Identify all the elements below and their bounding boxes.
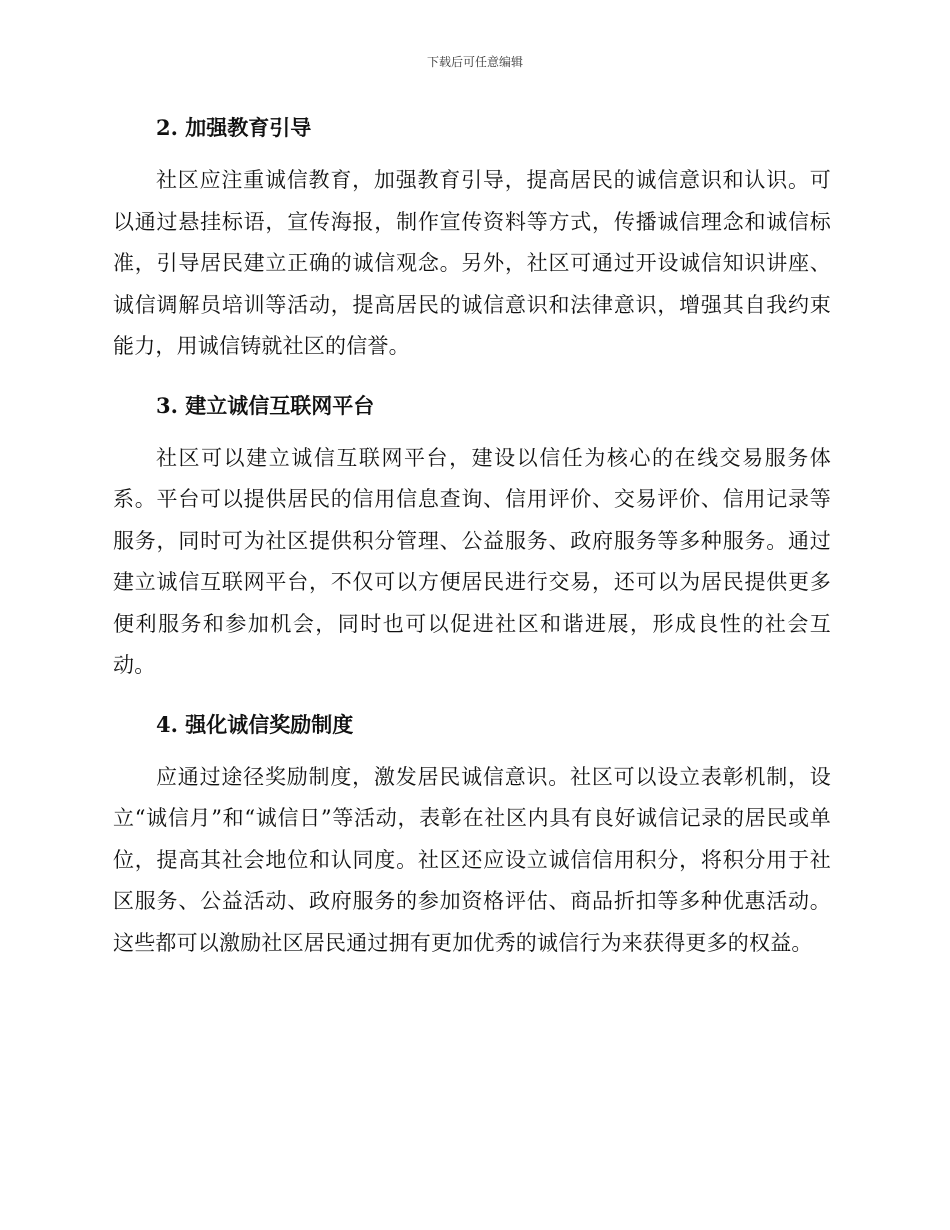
section-internet-platform xyxy=(113,386,831,687)
section-paragraph: 社区应注重诚信教育，加强教育引导，提高居民的诚信意识和认识。可以通过悬挂标语，宣传海报，制作宣传资料等方式，传播诚信理念和诚信标准，引导居民建立正确的诚信观念。另外，社区可通过开设诚信知识讲座、诚信调解员培训等活动，提高居民的诚信意识和法律意识，增强其自我约束能力，用诚信铸就社区的信誉。 xyxy=(113,168,831,358)
section-reward-system xyxy=(113,705,831,965)
section-paragraph: 应通过途径奖励制度，激发居民诚信意识。社区可以设立表彰机制，设立“诚信月”和“诚信日”等活动，表彰在社区内具有良好诚信记录的居民或单位，提高其社会地位和认同度。社区还应设立诚信信用积分，将积分用于社区服务、公益活动、政府服务的参加资格评估、商品折扣等多种优惠活动。这些都可以激励社区居民通过拥有更加优秀的诚信行为来获得更多的权益。 xyxy=(113,764,831,955)
document-body xyxy=(113,108,831,982)
section-heading: 4. 强化诚信奖励制度 xyxy=(156,711,354,737)
section-heading: 3. 建立诚信互联网平台 xyxy=(156,392,375,418)
section-heading: 2. 加强教育引导 xyxy=(156,115,312,140)
section-paragraph: 社区可以建立诚信互联网平台，建设以信任为核心的在线交易服务体系。平台可以提供居民的信用信息查询、信用评价、交易评价、信用记录等服务，同时可为社区提供积分管理、公益服务、政府服务等多种服务。通过建立诚信互联网平台，不仅可以方便居民进行交易，还可以为居民提供更多便利服务和参加机会，同时也可以促进社区和谐进展，形成良性的社会互动。 xyxy=(113,445,831,677)
page-header: 下载后可任意编辑 xyxy=(426,55,523,69)
section-education-guidance xyxy=(113,108,831,368)
